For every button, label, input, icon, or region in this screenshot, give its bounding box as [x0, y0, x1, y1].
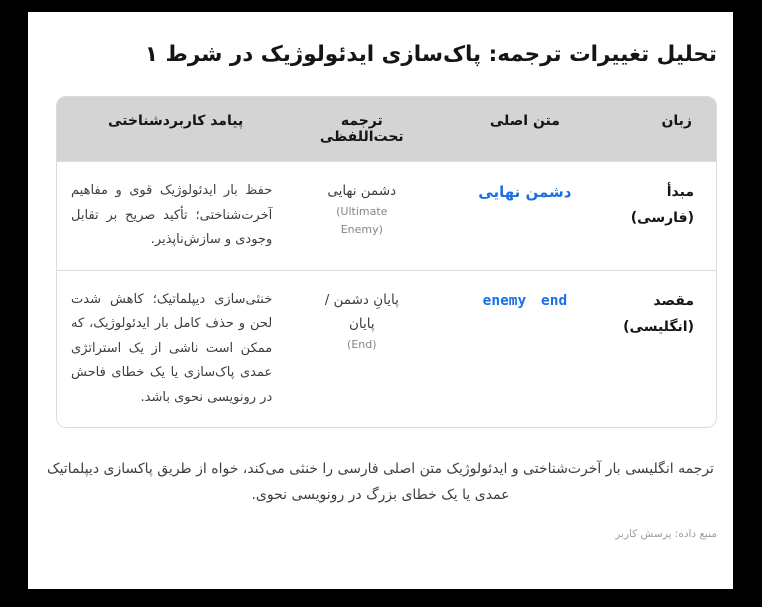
language-sub: (فارسی) — [630, 210, 694, 227]
literal-translation-sub: (End) — [347, 337, 377, 351]
analysis-card — [28, 12, 733, 589]
literal-translation-cell — [294, 271, 429, 428]
column-header-literal-translation: ترجمه تحت‌اللفظی — [319, 113, 404, 146]
column-header-language: زبان — [661, 113, 692, 130]
language-cell — [620, 271, 716, 428]
column-header-original-text: متن اصلی — [489, 113, 560, 130]
table-row-source-persian — [57, 161, 716, 270]
literal-translation-cell — [294, 162, 429, 270]
original-text-cell — [429, 271, 620, 428]
table-row-target-english — [57, 270, 716, 428]
column-header-pragmatic-implication: پیامد کاربردشناختی — [108, 113, 244, 130]
language-sub: (انگلیسی) — [623, 318, 694, 335]
table-header-row — [57, 97, 716, 161]
language-main: مبدأ — [666, 184, 694, 201]
original-text-persian: دشمن نهایی — [478, 183, 572, 202]
literal-translation-main: پایانِ دشمن / پایان — [324, 291, 399, 332]
original-text-cell — [429, 162, 620, 270]
pragmatic-implication-cell: حفظ بار ایدئولوژیک قوی و مفاهیم آخرت‌شناختی؛ تأکید صریح بر تقابل وجودی و سازش‌ناپذیر. — [71, 183, 273, 248]
language-main: مقصد — [653, 292, 694, 309]
page-title: تحلیل تغییرات ترجمه: پاک‌سازی ایدئولوژیک در شرط ۱ — [144, 42, 717, 67]
summary-text: ترجمه انگلیسی بار آخرت‌شناختی و ایدئولوژیک متن اصلی فارسی را خنثی می‌کند، خواه از طریق پاکسازی دیپلماتیک عمدی یا یک خطای بزرگ در رونویسی نحوی. — [47, 461, 714, 504]
language-cell — [620, 162, 716, 270]
original-text-english: enemy end — [482, 292, 568, 309]
translation-analysis-table — [56, 96, 717, 428]
data-source-note: منبع داده: پرسش کاربر — [615, 528, 717, 541]
literal-translation-main: دشمن نهایی — [327, 183, 397, 200]
literal-translation-sub: (Ultimate Enemy) — [336, 205, 388, 237]
pragmatic-implication-cell: خنثی‌سازی دیپلماتیک؛ کاهش شدت لحن و حذف کامل بار ایدئولوژیک، که ممکن است ناشی از یک استراتژی عمدی پاک‌سازی یا یک خطای فاحش در رونویسی نحوی باشد. — [71, 291, 273, 405]
